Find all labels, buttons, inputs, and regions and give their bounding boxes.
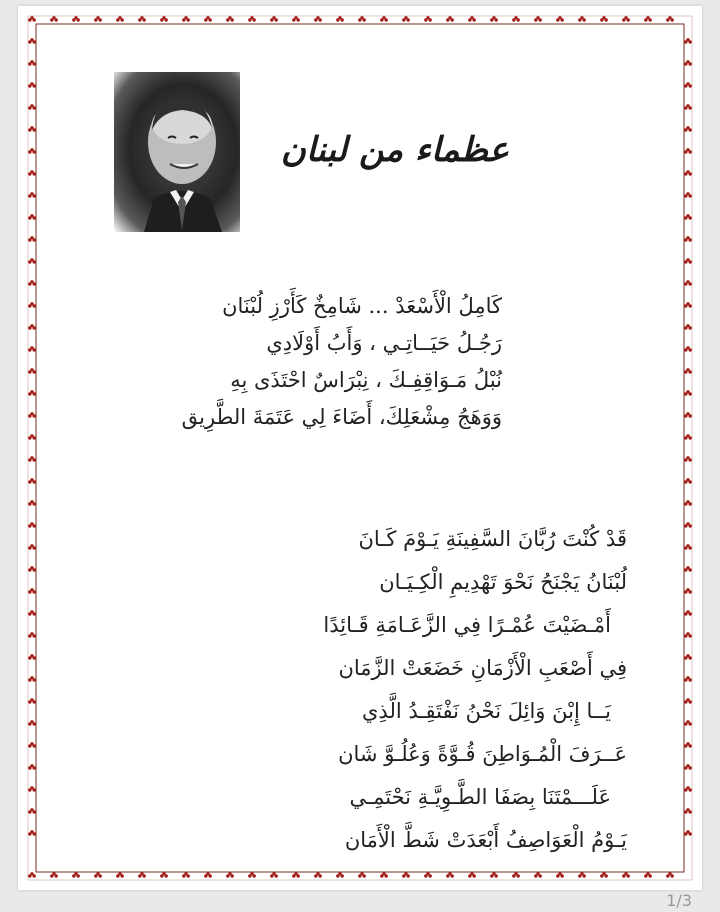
flower-dot-icon (28, 764, 36, 770)
flower-dot-icon (684, 764, 692, 770)
flower-dot-icon (684, 82, 692, 88)
flower-dot-icon (684, 60, 692, 66)
flower-dot-icon (28, 434, 36, 440)
flower-dot-icon (684, 500, 692, 506)
flower-dot-icon (336, 872, 344, 878)
flower-dot-icon (684, 324, 692, 330)
flower-dot-icon (28, 412, 36, 418)
flower-dot-icon (182, 872, 190, 878)
flower-dot-icon (556, 16, 564, 22)
poem-line: عَلَـــمْتَنَا بِصَفَا الطَّـوِيَّـةِ نَحْتَمِـي (349, 785, 611, 809)
flower-dot-icon (644, 872, 652, 878)
flower-dot-icon (28, 742, 36, 748)
flower-dot-icon (684, 38, 692, 44)
flower-dot-icon (684, 632, 692, 638)
flower-dot-icon (28, 456, 36, 462)
flower-dot-icon (314, 16, 322, 22)
flower-dot-icon (336, 16, 344, 22)
flower-dot-icon (28, 390, 36, 396)
flower-dot-icon (248, 872, 256, 878)
flower-dot-icon (684, 742, 692, 748)
flower-dot-icon (28, 522, 36, 528)
flower-dot-icon (94, 16, 102, 22)
flower-dot-icon (684, 610, 692, 616)
poem-line: يَــا إِبْنَ وَائِلَ نَحْنُ نَفْتَقِـدُ الَّذِي (362, 699, 611, 723)
flower-dot-icon (578, 872, 586, 878)
flower-dot-icon (622, 872, 630, 878)
page-title: عظماء من لبنان (280, 130, 510, 170)
flower-dot-icon (380, 16, 388, 22)
flower-dot-icon (358, 16, 366, 22)
flower-dot-icon (684, 588, 692, 594)
flower-dot-icon (684, 830, 692, 836)
flower-dot-icon (182, 16, 190, 22)
flower-dot-icon (684, 148, 692, 154)
flower-dot-icon (116, 16, 124, 22)
flower-dot-icon (28, 676, 36, 682)
flower-dot-icon (556, 872, 564, 878)
flower-dot-icon (28, 170, 36, 176)
flower-dot-icon (28, 16, 36, 22)
flower-dot-icon (28, 148, 36, 154)
flower-dot-icon (116, 872, 124, 878)
flower-dot-icon (270, 16, 278, 22)
flower-dot-icon (402, 16, 410, 22)
page-indicator: 1/3 (666, 891, 692, 910)
flower-dot-icon (50, 872, 58, 878)
flower-dot-icon (684, 214, 692, 220)
flower-dot-icon (684, 786, 692, 792)
flower-dot-icon (28, 478, 36, 484)
flower-dot-icon (28, 632, 36, 638)
flower-dot-icon (684, 258, 692, 264)
flower-dot-icon (28, 786, 36, 792)
flower-dot-icon (28, 324, 36, 330)
poem-stanza-2 (67, 518, 627, 862)
flower-dot-icon (666, 16, 674, 22)
flower-dot-icon (28, 698, 36, 704)
flower-dot-icon (28, 346, 36, 352)
flower-dot-icon (684, 170, 692, 176)
flower-dot-icon (684, 544, 692, 550)
poem-line: فِي أَصْعَبِ الْأَزْمَانِ خَضَعَتْ الزَّمَان (338, 656, 627, 680)
flower-dot-icon (72, 16, 80, 22)
flower-dot-icon (248, 16, 256, 22)
poem-line: يَـوْمُ الْعَوَاصِفُ أَبْعَدَتْ شَطَّ الْأَمَان (344, 828, 627, 852)
flower-dot-icon (684, 434, 692, 440)
flower-dot-icon (204, 16, 212, 22)
document-page (18, 6, 702, 890)
flower-dot-icon (28, 610, 36, 616)
flower-dot-icon (28, 104, 36, 110)
flower-dot-icon (138, 872, 146, 878)
flower-dot-icon (138, 16, 146, 22)
flower-dot-icon (314, 872, 322, 878)
flower-dot-icon (28, 38, 36, 44)
flower-dot-icon (226, 872, 234, 878)
flower-dot-icon (28, 280, 36, 286)
flower-dot-icon (512, 872, 520, 878)
flower-dot-icon (226, 16, 234, 22)
flower-dot-icon (358, 872, 366, 878)
flower-dot-icon (28, 830, 36, 836)
flower-dot-icon (28, 720, 36, 726)
flower-dot-icon (684, 346, 692, 352)
flower-dot-icon (684, 236, 692, 242)
poem-line: وَوَهَجُ مِشْعَلِكَ، أَضَاءَ لِي عَتَمَةَ الطَّرِيق (181, 405, 502, 429)
flower-dot-icon (684, 280, 692, 286)
flower-dot-icon (72, 872, 80, 878)
flower-dot-icon (684, 676, 692, 682)
poem-line: أَمْـضَيْتَ عُمْـرًا فِي الزَّعَـامَةِ قَـائِدًا (323, 613, 611, 637)
flower-dot-icon (684, 302, 692, 308)
flower-dot-icon (684, 698, 692, 704)
poem-line: رَجُـلُ حَيَــاتِـي ، وَأَبُ أَوْلَادِي (266, 331, 502, 355)
flower-dot-icon (684, 566, 692, 572)
flower-dot-icon (28, 82, 36, 88)
poem-line: قَدْ كُنْتَ رُبَّانَ السَّفِينَةِ يَـوْمَ كَـانَ (358, 527, 627, 551)
flower-dot-icon (28, 566, 36, 572)
flower-dot-icon (28, 654, 36, 660)
flower-dot-icon (512, 16, 520, 22)
flower-dot-icon (490, 872, 498, 878)
flower-dot-icon (50, 16, 58, 22)
flower-dot-icon (28, 872, 36, 878)
flower-dot-icon (28, 214, 36, 220)
flower-dot-icon (424, 16, 432, 22)
flower-dot-icon (446, 872, 454, 878)
flower-dot-icon (28, 258, 36, 264)
flower-dot-icon (684, 412, 692, 418)
flower-dot-icon (684, 104, 692, 110)
flower-dot-icon (28, 368, 36, 374)
flower-dot-icon (600, 16, 608, 22)
flower-dot-icon (468, 16, 476, 22)
flower-dot-icon (28, 236, 36, 242)
flower-dot-icon (446, 16, 454, 22)
flower-dot-icon (600, 872, 608, 878)
flower-dot-icon (684, 720, 692, 726)
flower-dot-icon (28, 192, 36, 198)
flower-dot-icon (684, 192, 692, 198)
flower-dot-icon (684, 654, 692, 660)
poem-line: كَامِلُ الْأَسْعَدْ ... شَامِخٌ كَأَرْزِ لُبْنَان (222, 294, 502, 318)
flower-dot-icon (490, 16, 498, 22)
flower-dot-icon (28, 60, 36, 66)
flower-dot-icon (622, 16, 630, 22)
flower-dot-icon (94, 872, 102, 878)
poem-line: عَــرَفَ الْمُـوَاطِنَ قُـوَّةً وَعُلُـوَّ شَان (338, 742, 627, 766)
flower-dot-icon (684, 390, 692, 396)
flower-dot-icon (684, 478, 692, 484)
flower-dot-icon (644, 16, 652, 22)
flower-dot-icon (270, 872, 278, 878)
flower-dot-icon (28, 544, 36, 550)
flower-dot-icon (578, 16, 586, 22)
poem-stanza-1 (162, 288, 502, 436)
flower-dot-icon (28, 500, 36, 506)
flower-dot-icon (684, 368, 692, 374)
flower-dot-icon (684, 126, 692, 132)
flower-dot-icon (424, 872, 432, 878)
poem-line: نُبْلُ مَـوَاقِفِـكَ ، نِبْرَاسٌ احْتَذَى بِهِ (230, 368, 502, 392)
flower-dot-icon (28, 808, 36, 814)
flower-dot-icon (292, 872, 300, 878)
flower-dot-icon (204, 872, 212, 878)
flower-dot-icon (160, 16, 168, 22)
flower-dot-icon (666, 872, 674, 878)
flower-dot-icon (28, 588, 36, 594)
poem-line: لُبْنَانُ يَجْنَحُ نَحْوَ تَهْدِيمِ الْكِـيَـان (379, 570, 627, 594)
flower-dot-icon (28, 302, 36, 308)
flower-dot-icon (534, 16, 542, 22)
flower-dot-icon (160, 872, 168, 878)
flower-dot-icon (684, 456, 692, 462)
flower-dot-icon (380, 872, 388, 878)
flower-dot-icon (534, 872, 542, 878)
portrait-photo (114, 72, 240, 232)
flower-dot-icon (684, 808, 692, 814)
flower-dot-icon (292, 16, 300, 22)
flower-dot-icon (28, 126, 36, 132)
flower-dot-icon (684, 522, 692, 528)
flower-dot-icon (402, 872, 410, 878)
flower-dot-icon (468, 872, 476, 878)
